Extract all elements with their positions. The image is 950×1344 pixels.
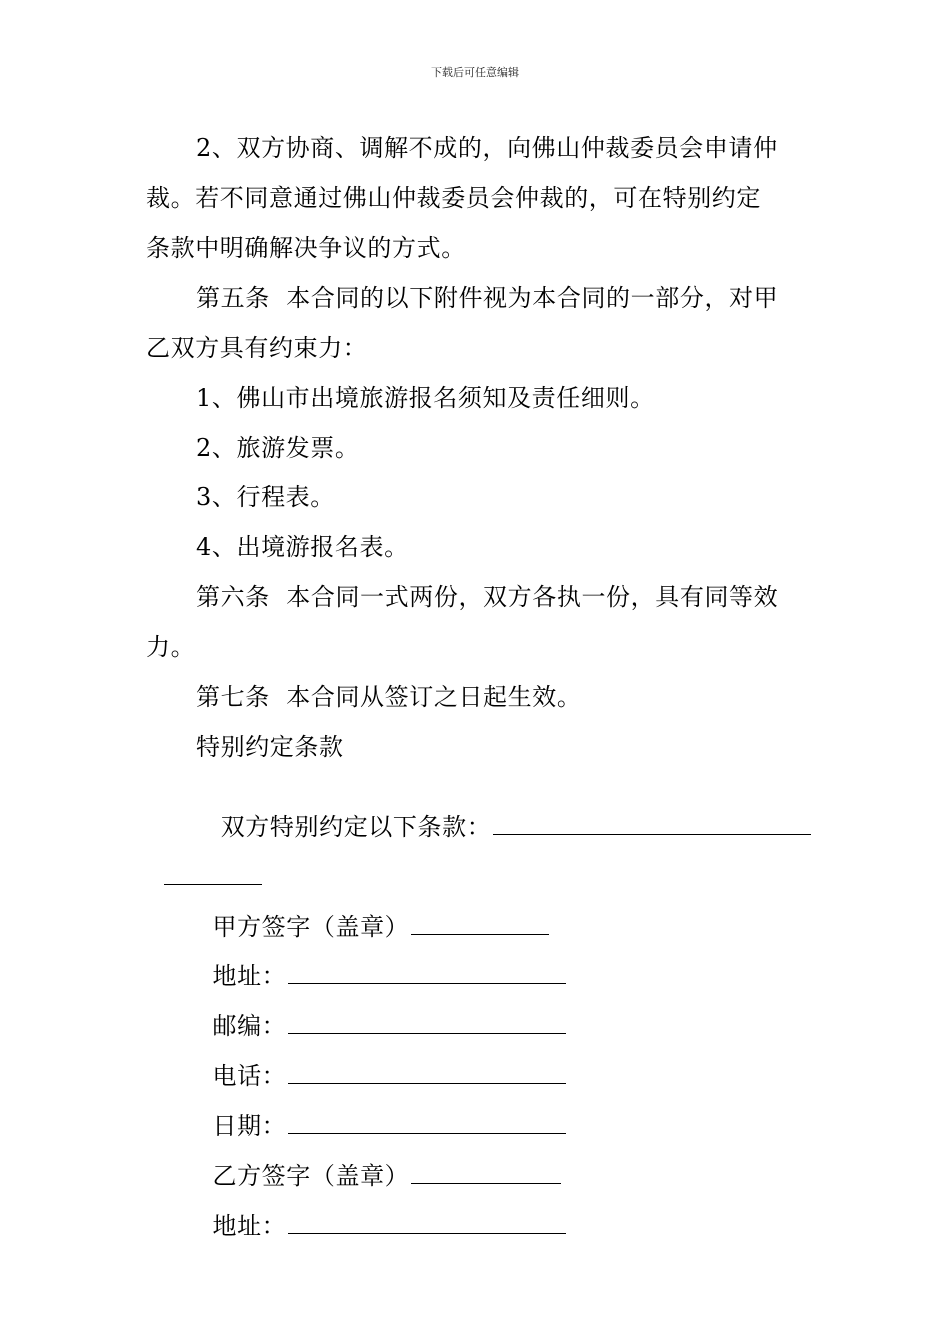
party-a-sign-label: 甲方签字（盖章）: [212, 913, 410, 941]
clause6-line2: 力。: [146, 633, 196, 661]
special-terms-heading: 特别约定条款: [196, 733, 344, 761]
party-b-sign-label: 乙方签字（盖章）: [212, 1162, 410, 1190]
clause5-line1: 第五条 本合同的以下附件视为本合同的一部分，对甲: [196, 284, 779, 312]
clause4-item2-line2: 裁。若不同意通过佛山仲裁委员会仲裁的，可在特别约定: [146, 184, 761, 212]
clause4-item2-line1: 2、双方协商、调解不成的，向佛山仲裁委员会申请仲: [196, 134, 778, 162]
special-terms-label: 双方特别约定以下条款：: [212, 813, 492, 841]
party-a-address-label: 地址：: [212, 962, 287, 990]
special-terms-blank-field[interactable]: [493, 812, 811, 835]
clause4-item2-line3: 条款中明确解决争议的方式。: [146, 234, 466, 262]
party-b-address-line: [196, 1181, 566, 1241]
attachment-item-1: 1、佛山市出境旅游报名须知及责任细则。: [196, 384, 655, 412]
attachment-item-4: 4、出境游报名表。: [196, 533, 409, 561]
page-header: 下载后可任意编辑: [431, 66, 519, 79]
clause7: 第七条 本合同从签订之日起生效。: [196, 683, 582, 711]
attachment-item-3: 3、行程表。: [196, 483, 335, 511]
attachment-item-2: 2、旅游发票。: [196, 434, 360, 462]
clause6-line1: 第六条 本合同一式两份，双方各执一份，具有同等效: [196, 583, 779, 611]
party-b-address-label: 地址：: [212, 1212, 287, 1240]
party-a-phone-label: 电话：: [212, 1062, 287, 1090]
party-a-postcode-label: 邮编：: [212, 1012, 287, 1040]
clause5-line2: 乙双方具有约束力：: [146, 334, 368, 362]
party-a-date-label: 日期：: [212, 1112, 287, 1140]
special-terms-line: [196, 782, 811, 842]
party-b-address-field[interactable]: [288, 1211, 566, 1234]
